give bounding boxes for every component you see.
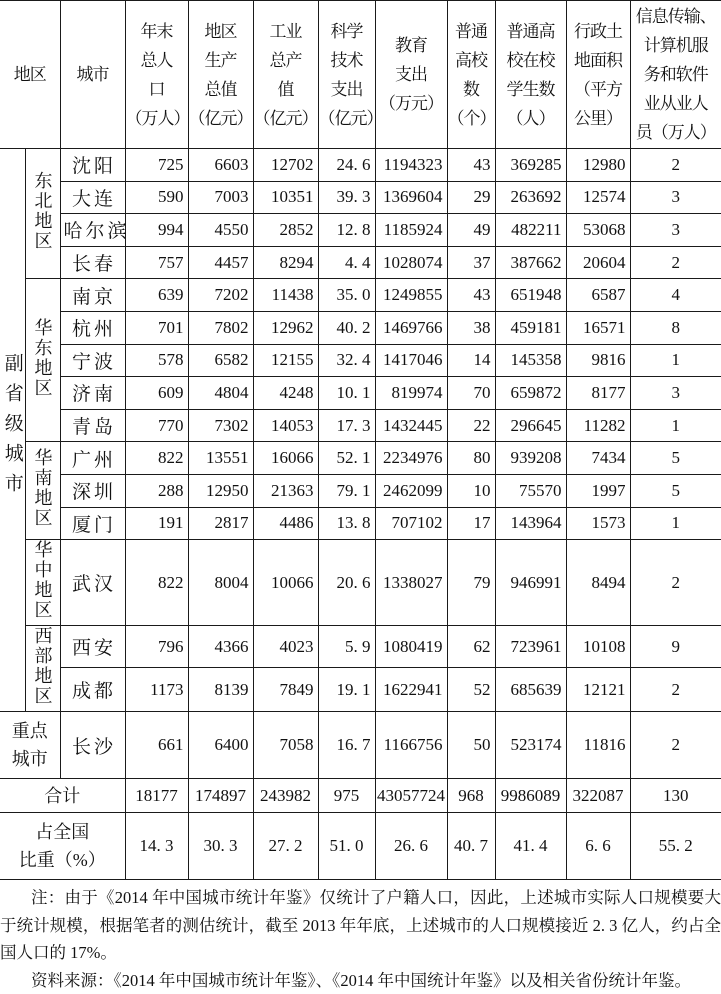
table-row: [0, 474, 721, 507]
city-name: 大连: [60, 181, 125, 214]
total-row: [0, 779, 721, 813]
industrial-output-cell: 7058: [253, 712, 318, 779]
sci-tech-spending-cell: 5. 9: [318, 626, 375, 668]
table-row: [0, 442, 721, 475]
land-area-cell: 10108: [566, 626, 630, 668]
population-cell: 639: [125, 279, 188, 312]
city-name: 西安: [60, 626, 125, 668]
sci-tech-spending-cell: 32. 4: [318, 344, 375, 377]
key-city-label: 城市: [0, 745, 60, 773]
header-line: 信息传输、: [631, 2, 721, 31]
sci-tech-spending-cell: 4. 4: [318, 246, 375, 279]
sci-tech-spending-cell: 17. 3: [318, 409, 375, 442]
student-count-cell: 143964: [495, 507, 566, 540]
education-spending-cell: 1166756: [375, 712, 447, 779]
land-area-cell: 7434: [566, 442, 630, 475]
gdp-share: 30. 3: [188, 813, 253, 880]
it-employment-cell: 9: [630, 626, 721, 668]
gdp-cell: 4457: [188, 246, 253, 279]
sci-tech-spending-cell: 20. 6: [318, 540, 375, 626]
it-employment-cell: 2: [630, 149, 721, 182]
education-spending-cell: 1249855: [375, 279, 447, 312]
land-area-total: 322087: [566, 779, 630, 813]
gdp-cell: 7003: [188, 181, 253, 214]
education-spending-total: 43057724: [375, 779, 447, 813]
header-line: 高校: [448, 46, 495, 75]
population-cell: 191: [125, 507, 188, 540]
sci-tech-spending-cell: 10. 1: [318, 377, 375, 410]
industrial-output-cell: 2852: [253, 214, 318, 247]
city-header-label: 城市: [77, 65, 109, 84]
header-line: （平方: [567, 75, 630, 104]
education-spending-cell: 1432445: [375, 409, 447, 442]
education-spending-cell: 1080419: [375, 626, 447, 668]
table-row: [0, 311, 721, 344]
education-spending-cell: 819974: [375, 377, 447, 410]
it-employment-cell: 2: [630, 712, 721, 779]
university-count-cell: 80: [447, 442, 495, 475]
gdp-cell: 4366: [188, 626, 253, 668]
header-line: 总值: [189, 75, 253, 104]
land-area-cell: 1573: [566, 507, 630, 540]
land-area-cell: 6587: [566, 279, 630, 312]
city-name: 长春: [60, 246, 125, 279]
university-count-total: 968: [447, 779, 495, 813]
table-row: [0, 409, 721, 442]
university-count-cell: 22: [447, 409, 495, 442]
education-spending-cell: 1622941: [375, 668, 447, 712]
student-count-cell: 369285: [495, 149, 566, 182]
population-cell: 661: [125, 712, 188, 779]
header-line: 学生数: [496, 75, 566, 104]
note-line: 于统计规模，根据笔者的测估统计，截至 2013 年年底，上述城市的人口规模接近 2. 3 亿人，约占全: [0, 912, 721, 940]
table-row: [0, 149, 721, 182]
education-spending-header: [375, 1, 447, 149]
city-name: 杭州: [60, 311, 125, 344]
it-employment-cell: 2: [630, 246, 721, 279]
city-name: 沈阳: [60, 149, 125, 182]
university-count-cell: 49: [447, 214, 495, 247]
education-spending-cell: 1338027: [375, 540, 447, 626]
header-line: 教育: [376, 31, 447, 60]
header-line: 值: [254, 75, 318, 104]
it-employment-cell: 3: [630, 214, 721, 247]
industrial-output-cell: 11438: [253, 279, 318, 312]
land-area-cell: 12574: [566, 181, 630, 214]
sci-tech-spending-cell: 24. 6: [318, 149, 375, 182]
land-area-cell: 12980: [566, 149, 630, 182]
population-cell: 1173: [125, 668, 188, 712]
table-row: [0, 344, 721, 377]
it-employment-cell: 8: [630, 311, 721, 344]
sci-tech-spending-cell: 79. 1: [318, 474, 375, 507]
table-row: [0, 279, 721, 312]
header-line: （万元）: [376, 89, 447, 118]
land-area-cell: 12121: [566, 668, 630, 712]
header-line: 生产: [189, 46, 253, 75]
sci-tech-spending-cell: 16. 7: [318, 712, 375, 779]
gdp-cell: 4804: [188, 377, 253, 410]
header-line: 总人: [126, 46, 188, 75]
gdp-total: 174897: [188, 779, 253, 813]
header-line: 科学: [319, 17, 375, 46]
table-row: [0, 668, 721, 712]
city-name: 济南: [60, 377, 125, 410]
education-spending-share: 26. 6: [375, 813, 447, 880]
gdp-cell: 6582: [188, 344, 253, 377]
header-line: 数: [448, 75, 495, 104]
industrial-output-cell: 12962: [253, 311, 318, 344]
gdp-cell: 13551: [188, 442, 253, 475]
south-group: [25, 442, 60, 540]
industrial-output-cell: 8294: [253, 246, 318, 279]
gdp-cell: 12950: [188, 474, 253, 507]
education-spending-cell: 2462099: [375, 474, 447, 507]
student-count-cell: 523174: [495, 712, 566, 779]
university-count-cell: 52: [447, 668, 495, 712]
sci-tech-spending-header: [318, 1, 375, 149]
share-label: [0, 813, 125, 880]
table-row: [0, 181, 721, 214]
header-line: 公里）: [567, 104, 630, 133]
university-count-cell: 14: [447, 344, 495, 377]
city-name: 青岛: [60, 409, 125, 442]
sci-tech-spending-cell: 40. 2: [318, 311, 375, 344]
university-count-cell: 10: [447, 474, 495, 507]
student-count-total: 9986089: [495, 779, 566, 813]
central-group: [25, 540, 60, 626]
sci-tech-spending-cell: 35. 0: [318, 279, 375, 312]
gdp-cell: 4550: [188, 214, 253, 247]
it-employment-cell: 5: [630, 442, 721, 475]
student-count-cell: 659872: [495, 377, 566, 410]
sci-tech-spending-total: 975: [318, 779, 375, 813]
city-name: 成都: [60, 668, 125, 712]
land-area-cell: 1997: [566, 474, 630, 507]
student-count-cell: 145358: [495, 344, 566, 377]
land-area-share: 6. 6: [566, 813, 630, 880]
student-count-cell: 651948: [495, 279, 566, 312]
header-line: （人）: [496, 104, 566, 133]
industrial-output-cell: 10066: [253, 540, 318, 626]
gdp-cell: 6603: [188, 149, 253, 182]
it-employment-cell: 3: [630, 181, 721, 214]
education-spending-cell: 1028074: [375, 246, 447, 279]
industrial-output-header: [253, 1, 318, 149]
industrial-output-share: 27. 2: [253, 813, 318, 880]
industrial-output-cell: 4248: [253, 377, 318, 410]
west-label: 西部地区: [34, 626, 52, 706]
industrial-output-cell: 7849: [253, 668, 318, 712]
student-count-cell: 946991: [495, 540, 566, 626]
student-count-cell: 263692: [495, 181, 566, 214]
header-line: 地区: [189, 17, 253, 46]
city-name: 厦门: [60, 507, 125, 540]
university-count-header: [447, 1, 495, 149]
university-count-cell: 43: [447, 279, 495, 312]
student-count-cell: 723961: [495, 626, 566, 668]
header-line: 普通: [448, 17, 495, 46]
student-count-cell: 459181: [495, 311, 566, 344]
land-area-cell: 20604: [566, 246, 630, 279]
gdp-cell: 7202: [188, 279, 253, 312]
university-count-cell: 29: [447, 181, 495, 214]
education-spending-cell: 1185924: [375, 214, 447, 247]
population-cell: 590: [125, 181, 188, 214]
population-share: 14. 3: [125, 813, 188, 880]
industrial-output-total: 243982: [253, 779, 318, 813]
region-header-label: 地区: [14, 65, 46, 84]
student-count-cell: 387662: [495, 246, 566, 279]
education-spending-cell: 1417046: [375, 344, 447, 377]
city-name: 宁波: [60, 344, 125, 377]
land-area-cell: 9816: [566, 344, 630, 377]
sci-tech-spending-share: 51. 0: [318, 813, 375, 880]
it-employment-header: [630, 1, 721, 149]
header-line: （亿元）: [254, 104, 318, 133]
city-name: 武汉: [60, 540, 125, 626]
university-count-cell: 70: [447, 377, 495, 410]
gdp-cell: 6400: [188, 712, 253, 779]
it-employment-cell: 5: [630, 474, 721, 507]
gdp-cell: 7802: [188, 311, 253, 344]
sub-provincial-label: 副省级城市: [3, 353, 22, 503]
education-spending-cell: 1469766: [375, 311, 447, 344]
city-name: 长沙: [60, 712, 125, 779]
industrial-output-cell: 4486: [253, 507, 318, 540]
education-spending-cell: 1194323: [375, 149, 447, 182]
it-employment-cell: 1: [630, 344, 721, 377]
it-employment-cell: 1: [630, 409, 721, 442]
land-area-cell: 53068: [566, 214, 630, 247]
population-cell: 757: [125, 246, 188, 279]
land-area-header: [566, 1, 630, 149]
student-count-cell: 296645: [495, 409, 566, 442]
university-count-cell: 37: [447, 246, 495, 279]
student-count-cell: 75570: [495, 474, 566, 507]
sci-tech-spending-cell: 52. 1: [318, 442, 375, 475]
share-label-line: 比重（%）: [0, 846, 125, 874]
header-line: 普通高: [496, 17, 566, 46]
key-city-group: [0, 712, 60, 779]
student-count-cell: 939208: [495, 442, 566, 475]
key-city-label: 重点: [0, 717, 60, 745]
industrial-output-cell: 12155: [253, 344, 318, 377]
table-row: [0, 540, 721, 626]
student-count-share: 41. 4: [495, 813, 566, 880]
sci-tech-spending-cell: 39. 3: [318, 181, 375, 214]
header-line: 支出: [319, 75, 375, 104]
population-cell: 770: [125, 409, 188, 442]
it-employment-cell: 3: [630, 377, 721, 410]
education-spending-cell: 2234976: [375, 442, 447, 475]
header-line: 支出: [376, 60, 447, 89]
share-label-line: 占全国: [0, 818, 125, 846]
industrial-output-cell: 14053: [253, 409, 318, 442]
city-header: [60, 1, 125, 149]
population-cell: 994: [125, 214, 188, 247]
note-line: 注：由于《2014 年中国城市统计年鉴》仅统计了户籍人口，因此，上述城市实际人口规模要大: [0, 884, 721, 912]
west-group: [25, 626, 60, 712]
industrial-output-cell: 4023: [253, 626, 318, 668]
university-count-cell: 62: [447, 626, 495, 668]
university-count-cell: 38: [447, 311, 495, 344]
gdp-cell: 8139: [188, 668, 253, 712]
east-label: 华东地区: [34, 318, 52, 398]
land-area-cell: 8177: [566, 377, 630, 410]
university-count-cell: 17: [447, 507, 495, 540]
city-name: 南京: [60, 279, 125, 312]
gdp-cell: 8004: [188, 540, 253, 626]
population-cell: 701: [125, 311, 188, 344]
header-line: 总产: [254, 46, 318, 75]
it-employment-total: 130: [630, 779, 721, 813]
land-area-cell: 11282: [566, 409, 630, 442]
it-employment-cell: 2: [630, 540, 721, 626]
student-count-header: [495, 1, 566, 149]
population-cell: 822: [125, 442, 188, 475]
university-count-cell: 43: [447, 149, 495, 182]
it-employment-cell: 2: [630, 668, 721, 712]
source-line: 资料来源：《2014 年中国城市统计年鉴》、《2014 年中国统计年鉴》以及相关省份统计年鉴。: [0, 967, 721, 994]
northeast-group: [25, 149, 60, 279]
population-cell: 609: [125, 377, 188, 410]
table-row: [0, 712, 721, 779]
population-cell: 288: [125, 474, 188, 507]
header-line: 年末: [126, 17, 188, 46]
table-notes: [0, 880, 721, 994]
sci-tech-spending-cell: 12. 8: [318, 214, 375, 247]
central-label: 华中地区: [34, 540, 52, 620]
city-name: 哈尔滨: [60, 214, 125, 247]
south-label: 华南地区: [34, 448, 52, 528]
it-employment-cell: 4: [630, 279, 721, 312]
gdp-cell: 7302: [188, 409, 253, 442]
table-row: [0, 507, 721, 540]
industrial-output-cell: 12702: [253, 149, 318, 182]
population-header: [125, 1, 188, 149]
header-line: 员（万人）: [631, 118, 721, 147]
gdp-cell: 2817: [188, 507, 253, 540]
population-cell: 822: [125, 540, 188, 626]
industrial-output-cell: 10351: [253, 181, 318, 214]
header-line: （亿元）: [319, 104, 375, 133]
industrial-output-cell: 21363: [253, 474, 318, 507]
population-cell: 725: [125, 149, 188, 182]
note-line: 国人口的 17%。: [0, 939, 721, 967]
land-area-cell: 16571: [566, 311, 630, 344]
gdp-header: [188, 1, 253, 149]
university-count-cell: 50: [447, 712, 495, 779]
education-spending-cell: 1369604: [375, 181, 447, 214]
header-line: 技术: [319, 46, 375, 75]
share-row: [0, 813, 721, 880]
header-line: 务和软件: [631, 60, 721, 89]
header-line: （万人）: [126, 104, 188, 133]
header-line: （亿元）: [189, 104, 253, 133]
header-line: 计算机服: [631, 31, 721, 60]
region-header: [0, 1, 60, 149]
table-row: [0, 377, 721, 410]
table-row: [0, 246, 721, 279]
it-employment-cell: 1: [630, 507, 721, 540]
university-count-cell: 79: [447, 540, 495, 626]
student-count-cell: 685639: [495, 668, 566, 712]
sci-tech-spending-cell: 19. 1: [318, 668, 375, 712]
table-row: [0, 626, 721, 668]
population-total: 18177: [125, 779, 188, 813]
header-line: 口: [126, 75, 188, 104]
population-cell: 578: [125, 344, 188, 377]
student-count-cell: 482211: [495, 214, 566, 247]
city-name: 深圳: [60, 474, 125, 507]
header-line: 校在校: [496, 46, 566, 75]
header-line: 业从业人: [631, 89, 721, 118]
land-area-cell: 11816: [566, 712, 630, 779]
land-area-cell: 8494: [566, 540, 630, 626]
total-label: 合计: [0, 779, 125, 813]
industrial-output-cell: 16066: [253, 442, 318, 475]
education-spending-cell: 707102: [375, 507, 447, 540]
header-line: 工业: [254, 17, 318, 46]
header-line: 地面积: [567, 46, 630, 75]
east-group: [25, 279, 60, 442]
header-row: [0, 1, 721, 149]
northeast-label: 东北地区: [34, 171, 52, 251]
table-row: [0, 214, 721, 247]
header-line: （个）: [448, 104, 495, 133]
header-line: 行政土: [567, 17, 630, 46]
population-cell: 796: [125, 626, 188, 668]
it-employment-share: 55. 2: [630, 813, 721, 880]
city-name: 广州: [60, 442, 125, 475]
sci-tech-spending-cell: 13. 8: [318, 507, 375, 540]
university-count-share: 40. 7: [447, 813, 495, 880]
sub-provincial-group: [0, 149, 25, 712]
